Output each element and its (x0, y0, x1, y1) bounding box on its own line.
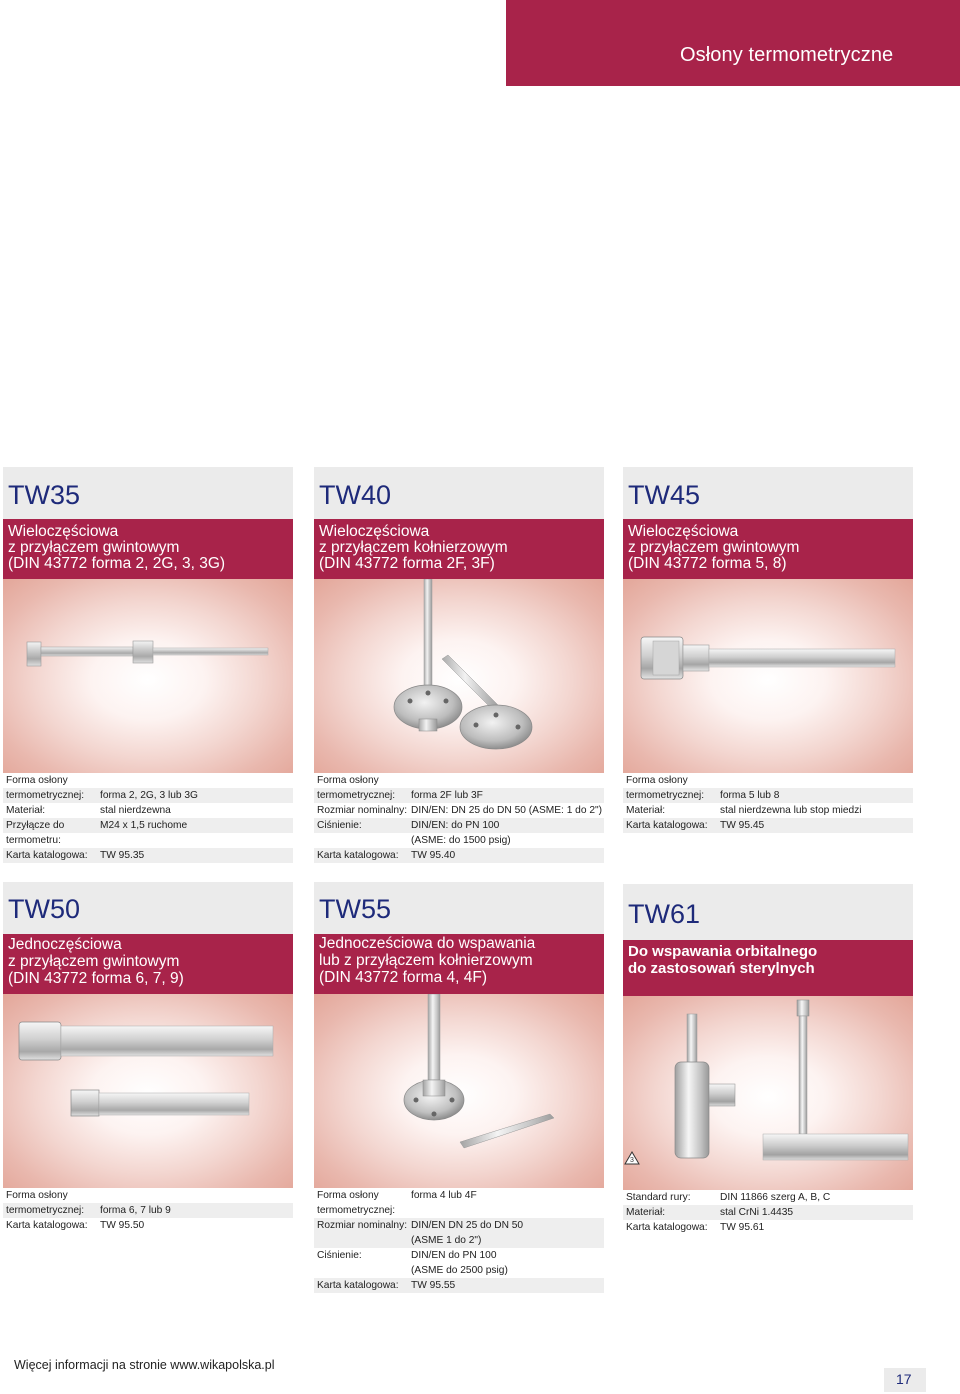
spec-label: Forma osłony (626, 775, 688, 786)
product-code: TW40 (319, 480, 392, 510)
subtitle-line: Do wspawania orbitalnego (628, 943, 818, 960)
spec-value: (ASME do 2500 psig) (411, 1265, 508, 1276)
product-code: TW35 (8, 480, 81, 510)
spec-row (623, 803, 913, 818)
spec-row (623, 1190, 913, 1205)
spec-label: Forma osłony (317, 1190, 379, 1201)
spec-value: TW 95.50 (100, 1220, 145, 1231)
spec-value: DIN/EN DN 25 do DN 50 (411, 1220, 524, 1231)
spec-row (314, 1203, 604, 1218)
product-card-tw55 (314, 882, 604, 1302)
subtitle-line: (DIN 43772 forma 2, 2G, 3, 3G) (8, 555, 226, 572)
product-card-tw61 (623, 884, 913, 1244)
subtitle-line: (DIN 43772 forma 5, 8) (628, 555, 787, 572)
spec-value: DIN/EN: do PN 100 (411, 820, 500, 831)
spec-value: TW 95.40 (411, 850, 456, 861)
spec-value: TW 95.35 (100, 850, 145, 861)
subtitle-line: do zastosowań sterylnych (628, 960, 815, 977)
spec-row (623, 788, 913, 803)
product-card-tw45 (623, 467, 913, 867)
spec-label: Ciśnienie: (317, 1250, 362, 1261)
thermowell-image (394, 579, 532, 749)
product-card-tw40 (314, 467, 604, 867)
spec-row (3, 1188, 293, 1203)
thermowell-image (27, 641, 268, 666)
thermowell-image (19, 1022, 273, 1116)
spec-label: termometrycznej: (317, 1205, 396, 1216)
subtitle-line: (DIN 43772 forma 4, 4F) (319, 969, 487, 986)
spec-label: Forma osłony (317, 775, 379, 786)
footer-website-text: Więcej informacji na stronie www.wikapolska.pl (14, 1358, 275, 1372)
spec-row (314, 1248, 604, 1263)
spec-label: Ciśnienie: (317, 820, 362, 831)
spec-value: (ASME: do 1500 psig) (411, 835, 511, 846)
thermowell-image (641, 637, 895, 679)
spec-row (314, 773, 604, 788)
subtitle-line: z przyłączem gwintowym (8, 539, 180, 556)
subtitle-bar (314, 934, 604, 994)
spec-row (3, 818, 293, 833)
spec-row (623, 1220, 913, 1235)
thermowell-image (675, 1000, 908, 1160)
spec-label: Karta katalogowa: (626, 820, 708, 831)
page-title: Osłony termometryczne (680, 44, 894, 66)
spec-label: Karta katalogowa: (626, 1222, 708, 1233)
spec-label: Karta katalogowa: (317, 850, 399, 861)
spec-label: Karta katalogowa: (6, 1220, 88, 1231)
product-photo (623, 996, 913, 1190)
page-number-box (884, 1368, 926, 1392)
warning-triangle-icon (625, 1152, 639, 1164)
badge-text: 3 (630, 1157, 634, 1164)
subtitle-bar (314, 519, 604, 579)
spec-row (3, 1203, 293, 1218)
subtitle-bar (3, 934, 293, 994)
product-photo (314, 579, 604, 773)
spec-label: Standard rury: (626, 1192, 691, 1203)
page-number: 17 (896, 1371, 912, 1387)
spec-row (314, 788, 604, 803)
subtitle-bar (623, 940, 913, 996)
spec-value: stal nierdzewna (100, 805, 171, 816)
spec-value: DIN 11866 szerg A, B, C (720, 1192, 831, 1203)
subtitle-bar (3, 519, 293, 579)
spec-row (3, 1218, 293, 1233)
spec-row (314, 1218, 604, 1233)
product-photo (314, 994, 604, 1188)
spec-value: M24 x 1,5 ruchome (100, 820, 188, 831)
subtitle-bar (623, 519, 913, 579)
spec-value: DIN/EN do PN 100 (411, 1250, 497, 1261)
header-bar (506, 0, 960, 86)
spec-label: Rozmiar nominalny: (317, 805, 408, 816)
spec-row (314, 1233, 604, 1248)
spec-row (314, 818, 604, 833)
spec-value: forma 2F lub 3F (411, 790, 483, 801)
spec-value: DIN/EN: DN 25 do DN 50 (ASME: 1 do 2") (411, 805, 603, 816)
spec-label: Rozmiar nominalny: (317, 1220, 408, 1231)
subtitle-line: (DIN 43772 forma 2F, 3F) (319, 555, 495, 572)
spec-label: Forma osłony (6, 775, 68, 786)
spec-row (3, 833, 293, 848)
spec-label: Przyłącze do (6, 820, 65, 831)
spec-row (314, 848, 604, 863)
thermowell-image (404, 994, 554, 1148)
spec-row (3, 788, 293, 803)
spec-label: Karta katalogowa: (317, 1280, 399, 1291)
spec-label: termometrycznej: (626, 790, 705, 801)
subtitle-line: (DIN 43772 forma 6, 7, 9) (8, 970, 184, 987)
product-photo (3, 579, 293, 773)
spec-value: forma 6, 7 lub 9 (100, 1205, 171, 1216)
spec-row (3, 773, 293, 788)
spec-row (314, 833, 604, 848)
spec-value: TW 95.55 (411, 1280, 456, 1291)
spec-value: (ASME 1 do 2") (411, 1235, 482, 1246)
spec-value: forma 2, 2G, 3 lub 3G (100, 790, 198, 801)
spec-label: termometrycznej: (6, 790, 85, 801)
product-code: TW50 (8, 894, 81, 924)
product-photo (3, 994, 293, 1188)
spec-label: Materiał: (6, 805, 46, 816)
spec-row (623, 1205, 913, 1220)
spec-row (3, 803, 293, 818)
spec-label: Materiał: (626, 1207, 666, 1218)
product-code: TW45 (628, 480, 701, 510)
spec-row (314, 803, 604, 818)
subtitle-line: Jednoczęściowa (8, 936, 122, 953)
spec-label: Materiał: (626, 805, 666, 816)
product-photo (623, 579, 913, 773)
spec-row (314, 1278, 604, 1293)
subtitle-line: Wieloczęściowa (8, 523, 119, 540)
spec-label: termometrycznej: (6, 1205, 85, 1216)
subtitle-line: z przyłączem gwintowym (628, 539, 800, 556)
subtitle-line: Wieloczęściowa (319, 523, 430, 540)
product-code: TW61 (628, 899, 701, 929)
product-card-tw35 (3, 467, 293, 867)
spec-label: Karta katalogowa: (6, 850, 88, 861)
spec-value: forma 5 lub 8 (720, 790, 780, 801)
subtitle-line: Jednocześciowa do wspawania (319, 935, 536, 952)
subtitle-line: z przyłączem gwintowym (8, 953, 180, 970)
spec-row (314, 1263, 604, 1278)
spec-row (623, 818, 913, 833)
spec-value: TW 95.61 (720, 1222, 765, 1233)
subtitle-line: z przyłączem kołnierzowym (319, 539, 508, 556)
spec-label: termometru: (6, 835, 61, 846)
spec-row (314, 1188, 604, 1203)
spec-label: termometrycznej: (317, 790, 396, 801)
spec-row (623, 773, 913, 788)
spec-label: Forma osłony (6, 1190, 68, 1201)
subtitle-line: lub z przyłączem kołnierzowym (319, 952, 533, 969)
spec-value: forma 4 lub 4F (411, 1190, 477, 1201)
subtitle-line: Wieloczęściowa (628, 523, 739, 540)
product-code: TW55 (319, 894, 392, 924)
spec-row (3, 848, 293, 863)
spec-value: stal nierdzewna lub stop miedzi (720, 805, 862, 816)
spec-value: stal CrNi 1.4435 (720, 1207, 794, 1218)
product-card-tw50 (3, 882, 293, 1242)
spec-value: TW 95.45 (720, 820, 765, 831)
